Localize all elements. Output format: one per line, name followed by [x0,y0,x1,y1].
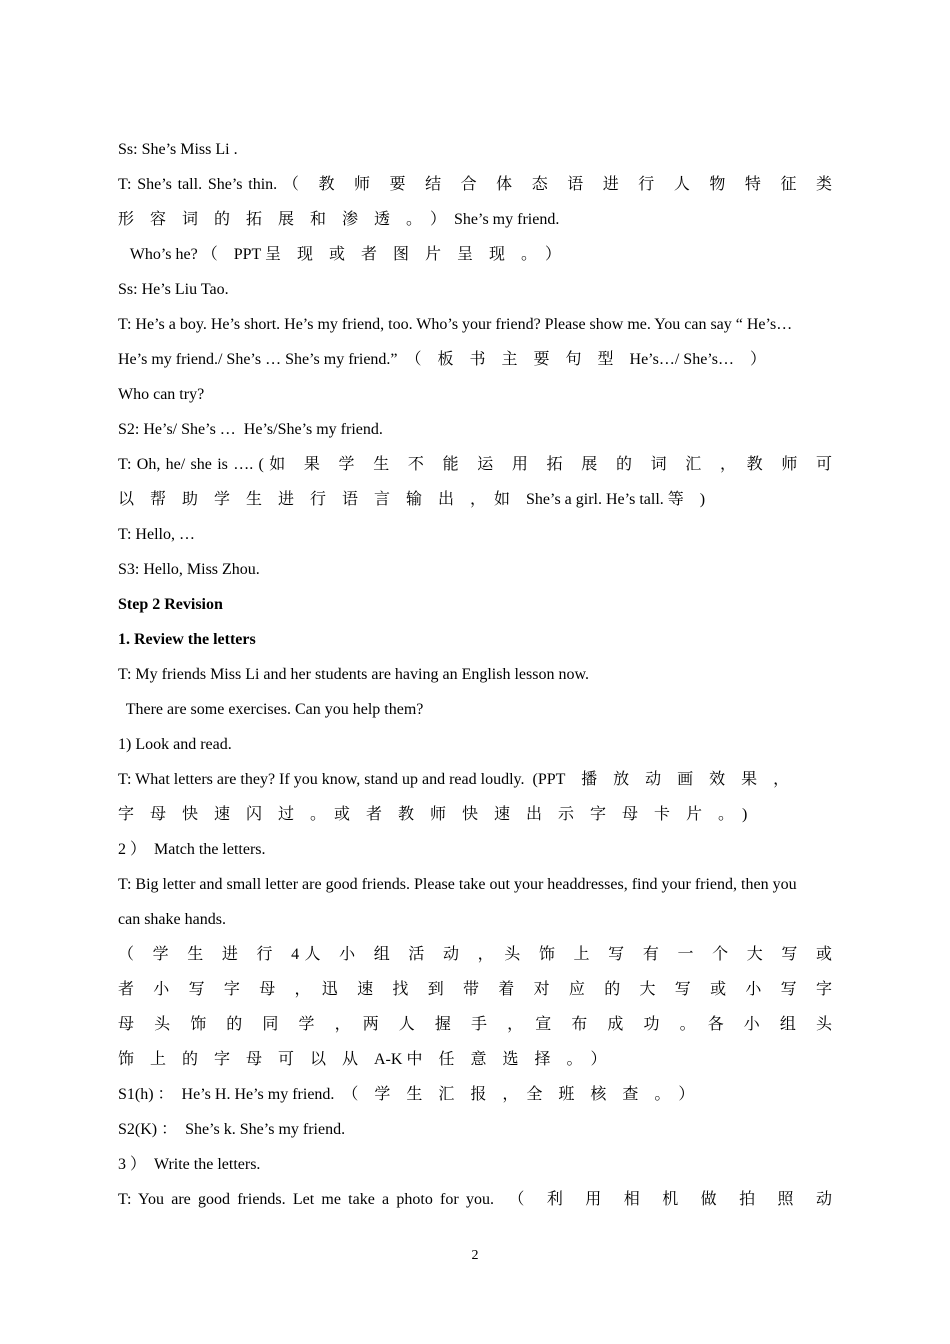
dialogue-line: T: He’s a boy. He’s short. He’s my friend, too. Who’s your friend? Please show me. You can say “ He’s… [118,316,793,333]
dialogue-line: S2(K) ： She’s k. She’s my friend. [118,1121,346,1138]
dialogue-line: T: Oh, he/ she is …. ( 如 果 学 生 不 能 运 用 拓 展 的 词 汇 ， 教 师 可 [118,456,832,473]
dialogue-line: S1(h) ： He’s H. He’s my friend. （ 学 生 汇 报 ， 全 班 核 查 。 ） [118,1086,695,1103]
dialogue-line: can shake hands. [118,911,226,928]
teaching-note: 者 小 写 字 母 ， 迅 速 找 到 带 着 对 应 的 大 写 或 小 写 字 [118,981,832,998]
dialogue-line: T: What letters are they? If you know, stand up and read loudly. (PPT 播 放 动 画 效 果 ， [118,771,790,788]
dialogue-line: Ss: He’s Liu Tao. [118,281,229,298]
teaching-note: 饰 上 的 字 母 可 以 从 A-K 中 任 意 选 择 。 ） [118,1051,607,1068]
dialogue-line: 以 帮 助 学 生 进 行 语 言 输 出 ， 如 She’s a girl. He’s tall. 等 ) [118,491,706,508]
dialogue-line: T: You are good friends. Let me take a photo for you. （ 利 用 相 机 做 拍 照 动 [118,1191,832,1208]
teaching-note: （ 学 生 进 行 4 人 小 组 活 动 ， 头 饰 上 写 有 一 个 大 写 或 [118,946,832,963]
dialogue-line: S3: Hello, Miss Zhou. [118,561,260,578]
dialogue-line: Ss: She’s Miss Li . [118,141,238,158]
dialogue-line: There are some exercises. Can you help them? [118,701,424,718]
dialogue-line: T: My friends Miss Li and her students are having an English lesson now. [118,666,589,683]
dialogue-line: 字 母 快 速 闪 过 。 或 者 教 师 快 速 出 示 字 母 卡 片 。 ) [118,806,748,823]
dialogue-line: He’s my friend./ She’s … She’s my friend.” （ 板 书 主 要 句 型 He’s…/ She’s… ） [118,351,766,368]
dialogue-line: Who’s he? （ PPT 呈 现 或 者 图 片 呈 现 。 ） [118,246,561,263]
dialogue-line: T: Big letter and small letter are good friends. Please take out your headdresses, find your friend, then you [118,876,797,893]
exercise-heading: 1) Look and read. [118,736,232,753]
dialogue-line: T: Hello, … [118,526,195,543]
exercise-heading: 2 ） Match the letters. [118,841,266,858]
exercise-heading: 3 ） Write the letters. [118,1156,261,1173]
page-number: 2 [471,1248,479,1263]
section-heading: Step 2 Revision [118,596,223,613]
dialogue-line: 形 容 词 的 拓 展 和 渗 透 。 ） She’s my friend. [118,211,560,228]
dialogue-line: Who can try? [118,386,205,403]
teaching-note: 母 头 饰 的 同 学 ， 两 人 握 手 ， 宣 布 成 功 。 各 小 组 头 [118,1016,832,1033]
dialogue-line: S2: He’s/ She’s … He’s/She’s my friend. [118,421,383,438]
subsection-heading: 1. Review the letters [118,631,256,648]
dialogue-line: T: She’s tall. She’s thin. （ 教 师 要 结 合 体 态 语 进 行 人 物 特 征 类 [118,176,832,193]
